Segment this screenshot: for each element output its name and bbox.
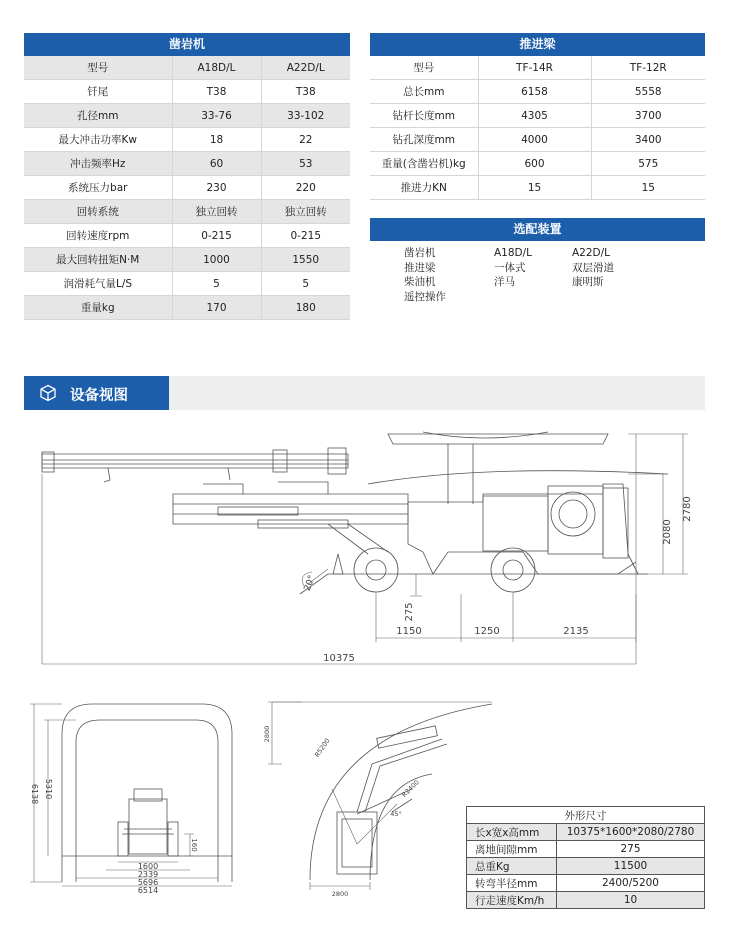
dim-w4: 6514 <box>137 886 159 895</box>
table-cell: 2400/5200 <box>557 875 705 892</box>
column-header: A18D/L <box>172 56 261 80</box>
table-row <box>467 875 705 892</box>
optional-list <box>370 246 705 306</box>
table-cell: 220 <box>261 176 350 200</box>
optional-item: A18D/L <box>494 247 533 259</box>
column-header: TF-14R <box>478 56 591 80</box>
optional-item: A22D/L <box>572 247 611 259</box>
table-cell: 钻杆长度mm <box>370 104 478 128</box>
table-row <box>467 858 705 875</box>
table-cell: 回转系统 <box>24 200 172 224</box>
side-view-drawing <box>28 424 706 670</box>
table-cell: T38 <box>261 80 350 104</box>
table-cell: 18 <box>172 128 261 152</box>
table-cell: 0-215 <box>172 224 261 248</box>
tunnel-outer-outline <box>62 704 232 882</box>
table-cell: 钎尾 <box>24 80 172 104</box>
dim-angle: 20° <box>302 574 318 593</box>
table-cell: 10375*1600*2080/2780 <box>557 824 705 841</box>
table-cell: 5 <box>172 272 261 296</box>
table-cell: 575 <box>591 152 705 176</box>
table-cell: 总长mm <box>370 80 478 104</box>
column-header: 型号 <box>24 56 172 80</box>
table-row <box>24 272 350 296</box>
table-row <box>24 152 350 176</box>
optional-item: 推进梁 <box>404 261 436 274</box>
front-wheel <box>354 548 398 592</box>
table-cell: 170 <box>172 296 261 320</box>
table-cell: 33-76 <box>172 104 261 128</box>
feed-beam-outline <box>42 454 348 468</box>
table-cell: 600 <box>478 152 591 176</box>
feed-beam-table <box>370 33 705 200</box>
dim-overall-length: 10375 <box>323 653 355 664</box>
table-cell: 53 <box>261 152 350 176</box>
table-cell: 275 <box>557 841 705 858</box>
turn-inner-arc <box>370 774 432 880</box>
table-row <box>24 104 350 128</box>
table-cell: 4305 <box>478 104 591 128</box>
table-cell: 5 <box>261 272 350 296</box>
table-row <box>467 841 705 858</box>
table-cell: 行走速度Km/h <box>467 892 557 909</box>
table-row <box>24 128 350 152</box>
table-cell: 33-102 <box>261 104 350 128</box>
section-tab <box>24 376 169 410</box>
machine-top <box>337 812 377 874</box>
optional-item: 双层滑道 <box>572 261 614 274</box>
dim-w2: 2339 <box>137 870 159 879</box>
dim-r-outer: R5200 <box>313 736 332 759</box>
table-cell: 230 <box>172 176 261 200</box>
table-cell: 重量(含凿岩机)kg <box>370 152 478 176</box>
dim-w1: 1600 <box>137 862 159 871</box>
table-row <box>370 152 705 176</box>
chassis-outline <box>408 484 638 574</box>
table-cell: 独立回转 <box>172 200 261 224</box>
dim-r-inner: R2400 <box>400 778 421 799</box>
column-header: A22D/L <box>261 56 350 80</box>
optional-item: 凿岩机 <box>404 247 436 259</box>
table-cell: 长x宽x高mm <box>467 824 557 841</box>
table-cell: 独立回转 <box>261 200 350 224</box>
dim-height-high: 2780 <box>682 496 693 522</box>
feed-beam-header-row <box>370 56 705 80</box>
table-cell: 最大冲击功率Kw <box>24 128 172 152</box>
table-cell: 3400 <box>591 128 705 152</box>
optional-item: 康明斯 <box>572 276 604 288</box>
machine-front <box>129 799 167 854</box>
table-row <box>370 104 705 128</box>
table-cell: 总重Kg <box>467 858 557 875</box>
table-cell: 11500 <box>557 858 705 875</box>
table-cell: 离地间隙mm <box>467 841 557 858</box>
dim-top-bottom: 2800 <box>331 890 349 898</box>
optional-title: 选配装置 <box>370 218 705 241</box>
table-cell: 60 <box>172 152 261 176</box>
table-cell: T38 <box>172 80 261 104</box>
table-row <box>370 80 705 104</box>
feed-beam-title: 推进梁 <box>370 33 705 56</box>
dim-h3: 160 <box>190 838 198 852</box>
ground-line <box>300 562 636 594</box>
table-cell: 孔径mm <box>24 104 172 128</box>
table-row <box>24 80 350 104</box>
table-cell: 冲击频率Hz <box>24 152 172 176</box>
table-cell: 1550 <box>261 248 350 272</box>
optional-item: 洋马 <box>494 276 515 288</box>
outer-dims-table <box>466 806 705 909</box>
cube-icon <box>39 384 57 402</box>
dim-w3: 5696 <box>137 878 159 887</box>
dim-top-angle: 45° <box>390 810 402 818</box>
rear-wheel <box>491 548 535 592</box>
optional-item: 一体式 <box>494 261 526 274</box>
table-row <box>370 176 705 200</box>
column-header: 型号 <box>370 56 478 80</box>
table-row <box>24 248 350 272</box>
table-row <box>467 892 705 909</box>
table-row <box>24 176 350 200</box>
section-title: 设备视图 <box>70 388 128 404</box>
table-cell: 转弯半径mm <box>467 875 557 892</box>
feed-beam-spec-table <box>370 56 705 200</box>
dim-h2: 5310 <box>44 778 53 800</box>
optional-item: 遥控操作 <box>404 290 446 303</box>
table-cell: 0-215 <box>261 224 350 248</box>
table-row <box>24 296 350 320</box>
dim-height-low: 2080 <box>662 519 673 545</box>
table-cell: 4000 <box>478 128 591 152</box>
table-cell: 最大回转扭矩N·M <box>24 248 172 272</box>
table-row <box>24 224 350 248</box>
table-cell: 推进力KN <box>370 176 478 200</box>
dim-seg-3: 2135 <box>563 626 589 637</box>
column-header: TF-12R <box>591 56 705 80</box>
rock-drill-title: 凿岩机 <box>24 33 350 56</box>
table-cell: 系统压力bar <box>24 176 172 200</box>
table-row <box>24 200 350 224</box>
dim-seg-2: 1250 <box>474 626 500 637</box>
table-row <box>370 128 705 152</box>
rock-drill-header-row <box>24 56 350 80</box>
table-row <box>467 824 705 841</box>
table-cell: 回转速度rpm <box>24 224 172 248</box>
table-cell: 10 <box>557 892 705 909</box>
table-cell: 5558 <box>591 80 705 104</box>
table-cell: 6158 <box>478 80 591 104</box>
dim-h1: 6138 <box>30 783 39 805</box>
table-cell: 15 <box>478 176 591 200</box>
dim-ground-clearance: 275 <box>404 602 415 622</box>
table-cell: 1000 <box>172 248 261 272</box>
outer-dims-title: 外形尺寸 <box>467 807 705 824</box>
outer-dims-spec-table <box>466 806 705 909</box>
rock-drill-table <box>24 33 350 320</box>
optional-item: 柴油机 <box>404 276 436 288</box>
dim-top-left: 2800 <box>263 725 271 743</box>
table-cell: 15 <box>591 176 705 200</box>
rock-drill-spec-table <box>24 56 350 320</box>
table-cell: 3700 <box>591 104 705 128</box>
boom-outline <box>173 494 408 524</box>
table-cell: 重量kg <box>24 296 172 320</box>
optional-equipment <box>370 218 705 306</box>
table-cell: 钻孔深度mm <box>370 128 478 152</box>
front-view-drawing <box>24 694 249 909</box>
table-cell: 22 <box>261 128 350 152</box>
table-cell: 润滑耗气量L/S <box>24 272 172 296</box>
dim-seg-1: 1150 <box>396 626 422 637</box>
table-cell: 180 <box>261 296 350 320</box>
